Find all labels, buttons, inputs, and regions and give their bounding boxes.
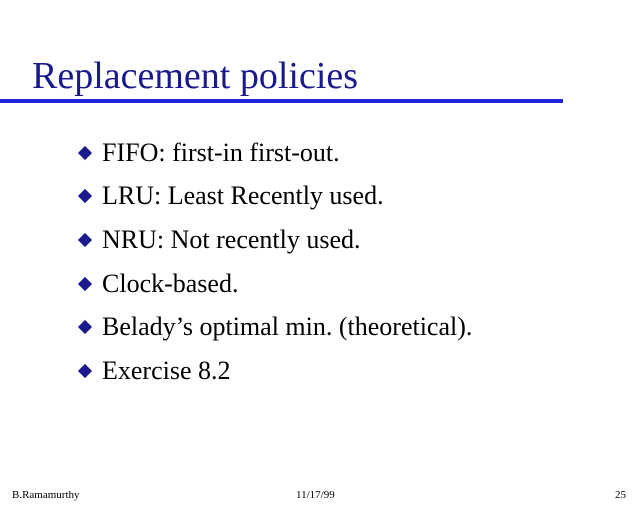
list-item	[78, 131, 472, 175]
list-item	[78, 262, 472, 306]
footer-date: 11/17/99	[296, 489, 335, 501]
bullet-text: Belady’s optimal min. (theoretical).	[102, 312, 473, 342]
page-number: 25	[615, 489, 626, 501]
list-item	[78, 305, 472, 349]
diamond-bullet-icon	[78, 189, 92, 203]
list-item	[78, 349, 472, 393]
diamond-bullet-icon	[78, 320, 92, 334]
bullet-text: Exercise 8.2	[102, 355, 231, 385]
bullet-list	[78, 131, 472, 393]
bullet-text: NRU: Not recently used.	[102, 224, 361, 254]
list-item	[78, 218, 472, 262]
footer-author: B.Ramamurthy	[12, 489, 80, 501]
diamond-bullet-icon	[78, 364, 92, 378]
list-item	[78, 175, 472, 219]
slide-title: Replacement policies	[32, 55, 359, 97]
diamond-bullet-icon	[78, 146, 92, 160]
bullet-text: Clock-based.	[102, 268, 239, 298]
diamond-bullet-icon	[78, 277, 92, 291]
bullet-text: LRU: Least Recently used.	[102, 181, 384, 211]
title-underline	[0, 99, 563, 103]
diamond-bullet-icon	[78, 233, 92, 247]
bullet-text: FIFO: first-in first-out.	[102, 137, 340, 167]
